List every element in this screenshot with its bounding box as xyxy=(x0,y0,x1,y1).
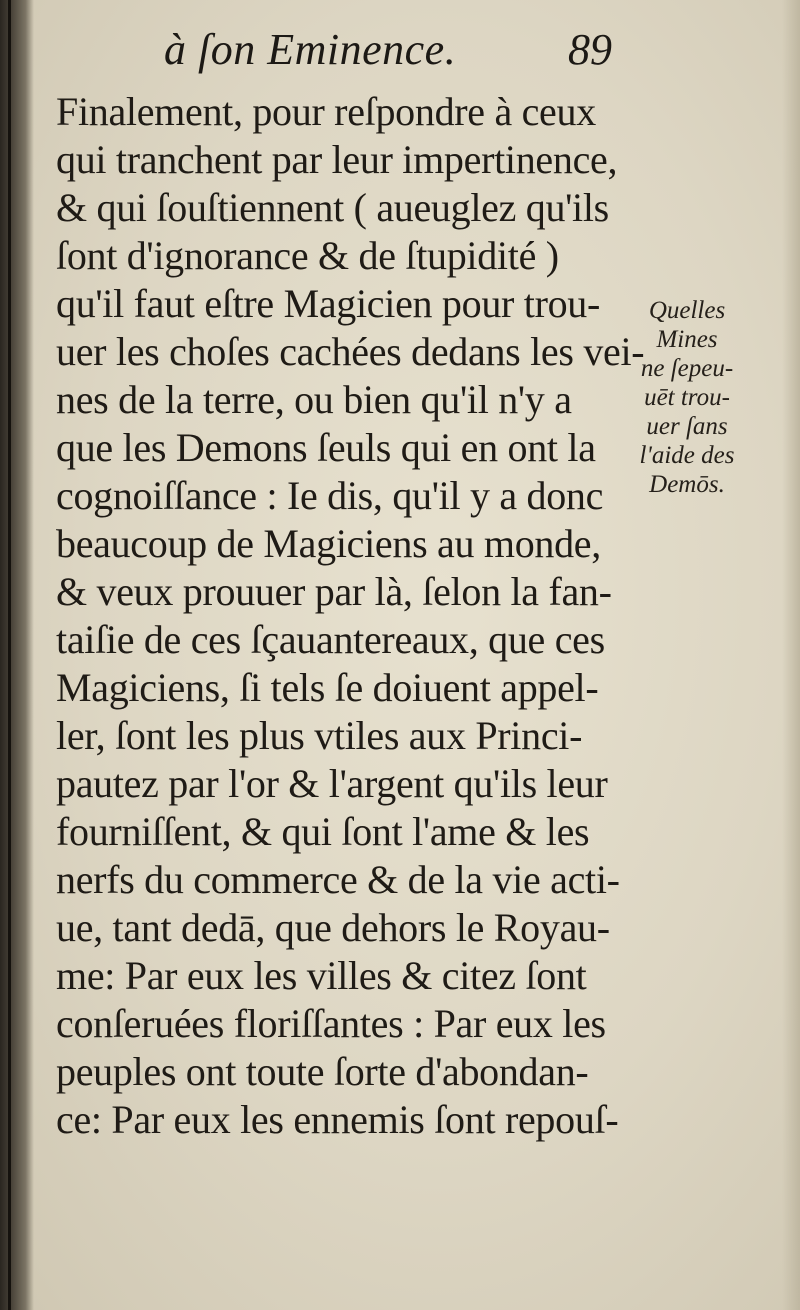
margin-note-line: uēt trou- xyxy=(644,384,730,411)
text-line: peuples ont toute ſorte d'abondan- xyxy=(56,1049,589,1094)
book-gutter xyxy=(0,0,34,1310)
text-line: ler, ſont les plus vtiles aux Princi- xyxy=(56,713,583,758)
text-line: uer les choſes cachées dedans les vei- xyxy=(56,329,645,374)
text-line: beaucoup de Magiciens au monde, xyxy=(56,521,601,566)
text-line: pautez par l'or & l'argent qu'ils leur xyxy=(56,761,608,806)
text-line: ſont d'ignorance & de ſtupidité ) xyxy=(56,233,559,278)
text-line: ue, tant dedā, que dehors le Royau- xyxy=(56,905,610,950)
main-text-block xyxy=(56,88,645,1144)
binding-edge xyxy=(8,0,11,1310)
text-line: qui tranchent par leur impertinence, xyxy=(56,137,618,182)
text-line: taiſie de ces ſçauantereaux, que ces xyxy=(56,617,605,662)
margin-note-line: uer ſans xyxy=(646,413,728,440)
text-line: que les Demons ſeuls qui en ont la xyxy=(56,425,596,470)
margin-note-line: Demōs. xyxy=(649,471,725,498)
text-line: qu'il faut eſtre Magicien pour trou- xyxy=(56,281,601,326)
margin-note xyxy=(622,296,752,499)
margin-note-line: Quelles xyxy=(648,297,726,324)
text-line: fourniſſent, & qui ſont l'ame & les xyxy=(56,809,590,854)
text-line: cognoiſſance : Ie dis, qu'il y a donc xyxy=(56,473,604,518)
text-line: nerfs du commerce & de la vie acti- xyxy=(56,857,620,902)
text-line: conſeruées floriſſantes : Par eux les xyxy=(56,1001,606,1046)
margin-note-line: ne ſepeu- xyxy=(640,355,734,382)
margin-note-line: l'aide des xyxy=(639,442,735,469)
text-line: & veux prouuer par là, ſelon la fan- xyxy=(56,569,612,614)
running-title: à ſon Eminence. xyxy=(164,25,457,74)
text-line: nes de la terre, ou bien qu'il n'y a xyxy=(56,377,572,422)
text-line: Finalement, pour reſpondre à ceux xyxy=(56,89,596,134)
text-line: me: Par eux les villes & citez ſont xyxy=(56,953,587,998)
page-edge-shadow xyxy=(782,0,800,1310)
text-line: & qui ſouſtiennent ( aueuglez qu'ils xyxy=(56,185,609,230)
text-line: ce: Par eux les ennemis ſont repouſ- xyxy=(56,1097,619,1142)
margin-note-line: Mines xyxy=(656,326,718,353)
text-line: Magiciens, ſi tels ſe doiuent appel- xyxy=(56,665,599,710)
page-header xyxy=(150,20,650,84)
page-number: 89 xyxy=(568,25,612,74)
